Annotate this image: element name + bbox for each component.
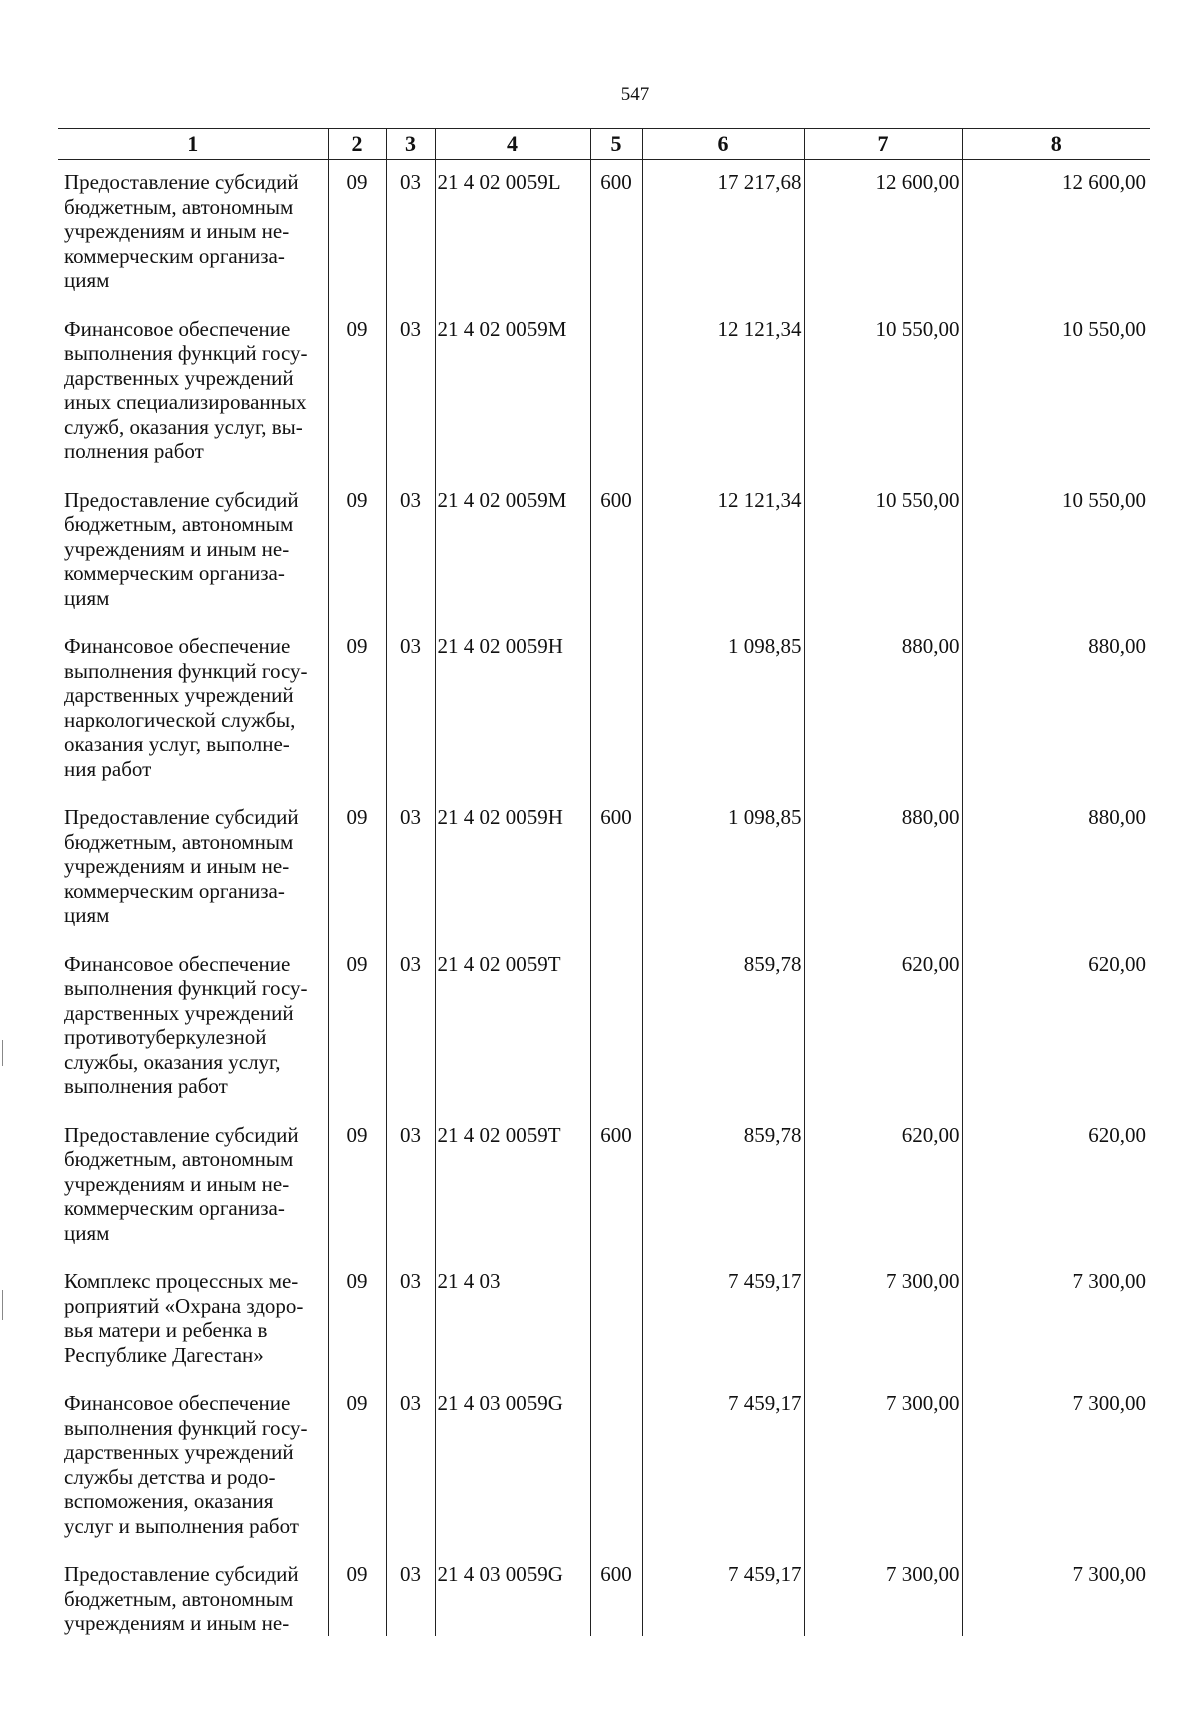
item-name-line: оказания услуг, выполне- [64,732,290,756]
cell-expense-type: 600 [590,1552,642,1636]
cell-amount-col6: 7 459,17 [642,1259,804,1381]
cell-expense-type [590,307,642,478]
cell-section: 09 [328,307,386,478]
cell-target-code: 21 4 02 0059M [435,478,590,625]
cell-amount-col7: 620,00 [804,1113,962,1260]
cell-subsection: 03 [386,624,435,795]
item-name-line: служб, оказания услуг, вы- [64,414,303,439]
cell-expense-type [590,1259,642,1381]
cell-item-name [58,1113,328,1260]
table-row [58,307,1150,478]
budget-table [58,128,1150,1636]
cell-item-name [58,1381,328,1552]
cell-amount-col6: 7 459,17 [642,1381,804,1552]
item-name-line: дарственных учреждений [64,683,294,707]
item-name-line: Финансовое обеспечение [64,1391,291,1415]
cell-amount-col7: 12 600,00 [804,160,962,307]
item-name-line: Предоставление субсидий [64,1122,299,1147]
cell-section: 09 [328,942,386,1113]
cell-expense-type: 600 [590,160,642,307]
table-body [58,160,1150,1636]
item-name-line: Предоставление субсидий [64,487,299,512]
item-name-line: ния работ [64,756,152,781]
item-name-line: Предоставление субсидий [64,170,299,194]
item-name-line: дарственных учреждений [64,1440,294,1464]
cell-amount-col8: 7 300,00 [962,1552,1150,1636]
cell-section: 09 [328,1381,386,1552]
table-header-row [58,129,1150,160]
cell-amount-col8: 12 600,00 [962,160,1150,307]
cell-section: 09 [328,478,386,625]
cell-subsection: 03 [386,942,435,1113]
item-name-line: выполнения функций госу- [64,1415,308,1440]
cell-item-name [58,1552,328,1636]
item-name-line: коммерческим организа- [64,243,285,268]
column-header: 8 [962,129,1150,160]
cell-amount-col6: 7 459,17 [642,1552,804,1636]
item-name-line: наркологической службы, [64,707,296,732]
cell-amount-col7: 620,00 [804,942,962,1113]
cell-target-code: 21 4 03 0059G [435,1552,590,1636]
cell-amount-col8: 620,00 [962,1113,1150,1260]
cell-expense-type [590,624,642,795]
item-name-line: учреждениям и иным не- [64,1611,290,1635]
table-row [58,1259,1150,1381]
item-name-line: бюджетным, автономным [64,829,294,854]
cell-target-code: 21 4 02 0059T [435,942,590,1113]
cell-target-code: 21 4 02 0059H [435,795,590,942]
item-name-line: учреждениям и иным не- [64,854,290,878]
item-name-line: Финансовое обеспечение [64,634,291,658]
item-name-line: выполнения работ [64,1074,228,1098]
cell-target-code: 21 4 02 0059H [435,624,590,795]
item-name-line: противотуберкулезной [64,1025,267,1049]
item-name-line: циям [64,268,110,292]
cell-subsection: 03 [386,1259,435,1381]
cell-item-name [58,307,328,478]
cell-item-name [58,624,328,795]
item-name-line: службы детства и родо- [64,1464,276,1489]
cell-amount-col6: 859,78 [642,1113,804,1260]
cell-section: 09 [328,795,386,942]
item-name-line: полнения работ [64,439,204,463]
scan-edge-mark [2,1040,3,1066]
item-name-line: вспоможения, оказания [64,1489,274,1513]
cell-section: 09 [328,1259,386,1381]
cell-amount-col7: 7 300,00 [804,1259,962,1381]
item-name-line: выполнения функций госу- [64,976,308,1000]
item-name-line: циям [64,1220,110,1245]
item-name-line: бюджетным, автономным [64,512,294,536]
cell-target-code: 21 4 02 0059L [435,160,590,307]
cell-amount-col6: 1 098,85 [642,795,804,942]
cell-amount-col8: 620,00 [962,942,1150,1113]
item-name-line: услуг и выполнения работ [64,1513,299,1538]
table-row [58,478,1150,625]
cell-amount-col7: 880,00 [804,624,962,795]
scan-edge-mark [2,1290,3,1320]
cell-subsection: 03 [386,1552,435,1636]
cell-amount-col6: 17 217,68 [642,160,804,307]
cell-target-code: 21 4 03 0059G [435,1381,590,1552]
item-name-line: выполнения функций госу- [64,658,308,683]
cell-target-code: 21 4 02 0059M [435,307,590,478]
cell-amount-col6: 1 098,85 [642,624,804,795]
item-name-line: циям [64,903,110,927]
cell-item-name [58,942,328,1113]
cell-amount-col8: 7 300,00 [962,1259,1150,1381]
item-name-line: бюджетным, автономным [64,194,294,219]
cell-item-name [58,795,328,942]
cell-amount-col6: 12 121,34 [642,478,804,625]
item-name-line: дарственных учреждений [64,365,294,390]
item-name-line: Финансовое обеспечение [64,316,291,341]
item-name-line: учреждениям и иным не- [64,219,290,243]
cell-subsection: 03 [386,307,435,478]
column-header: 1 [58,129,328,160]
table-row [58,795,1150,942]
item-name-line: учреждениям и иным не- [64,1171,290,1196]
cell-amount-col7: 10 550,00 [804,307,962,478]
cell-expense-type [590,1381,642,1552]
column-header: 5 [590,129,642,160]
table-row [58,1381,1150,1552]
item-name-line: Республике Дагестан» [64,1342,264,1367]
cell-subsection: 03 [386,478,435,625]
item-name-line: бюджетным, автономным [64,1147,294,1171]
cell-amount-col8: 880,00 [962,624,1150,795]
cell-expense-type: 600 [590,795,642,942]
cell-subsection: 03 [386,795,435,942]
table-row [58,1552,1150,1636]
cell-amount-col8: 10 550,00 [962,478,1150,625]
cell-subsection: 03 [386,1381,435,1552]
item-name-line: Предоставление субсидий [64,805,299,829]
table-row [58,160,1150,307]
cell-amount-col7: 880,00 [804,795,962,942]
item-name-line: бюджетным, автономным [64,1586,294,1611]
cell-section: 09 [328,624,386,795]
cell-target-code: 21 4 02 0059T [435,1113,590,1260]
item-name-line: учреждениям и иным не- [64,536,290,561]
column-header: 6 [642,129,804,160]
table-row [58,1113,1150,1260]
column-header: 4 [435,129,590,160]
item-name-line: вья матери и ребенка в [64,1318,268,1342]
cell-target-code: 21 4 03 [435,1259,590,1381]
table-row [58,624,1150,795]
item-name-line: Предоставление субсидий [64,1562,299,1586]
cell-expense-type [590,942,642,1113]
column-header: 2 [328,129,386,160]
item-name-line: коммерческим организа- [64,561,285,585]
column-header: 7 [804,129,962,160]
item-name-line: коммерческим организа- [64,878,285,903]
cell-section: 09 [328,160,386,307]
cell-subsection: 03 [386,160,435,307]
cell-amount-col6: 859,78 [642,942,804,1113]
cell-expense-type: 600 [590,1113,642,1260]
item-name-line: дарственных учреждений [64,1000,294,1025]
cell-item-name [58,478,328,625]
cell-item-name [58,160,328,307]
page-number: 547 [620,84,650,105]
cell-subsection: 03 [386,1113,435,1260]
item-name-line: коммерческим организа- [64,1196,285,1220]
item-name-line: роприятий «Охрана здоро- [64,1293,304,1318]
item-name-line: выполнения функций госу- [64,341,308,365]
cell-amount-col6: 12 121,34 [642,307,804,478]
cell-amount-col8: 880,00 [962,795,1150,942]
cell-amount-col7: 7 300,00 [804,1381,962,1552]
column-header: 3 [386,129,435,160]
cell-item-name [58,1259,328,1381]
item-name-line: Комплекс процессных ме- [64,1269,299,1293]
cell-amount-col8: 7 300,00 [962,1381,1150,1552]
cell-amount-col7: 7 300,00 [804,1552,962,1636]
cell-amount-col8: 10 550,00 [962,307,1150,478]
table-row [58,942,1150,1113]
cell-amount-col7: 10 550,00 [804,478,962,625]
cell-section: 09 [328,1113,386,1260]
item-name-line: циям [64,585,110,610]
item-name-line: иных специализированных [64,390,307,414]
cell-section: 09 [328,1552,386,1636]
item-name-line: службы, оказания услуг, [64,1049,281,1074]
cell-expense-type: 600 [590,478,642,625]
item-name-line: Финансовое обеспечение [64,951,291,976]
